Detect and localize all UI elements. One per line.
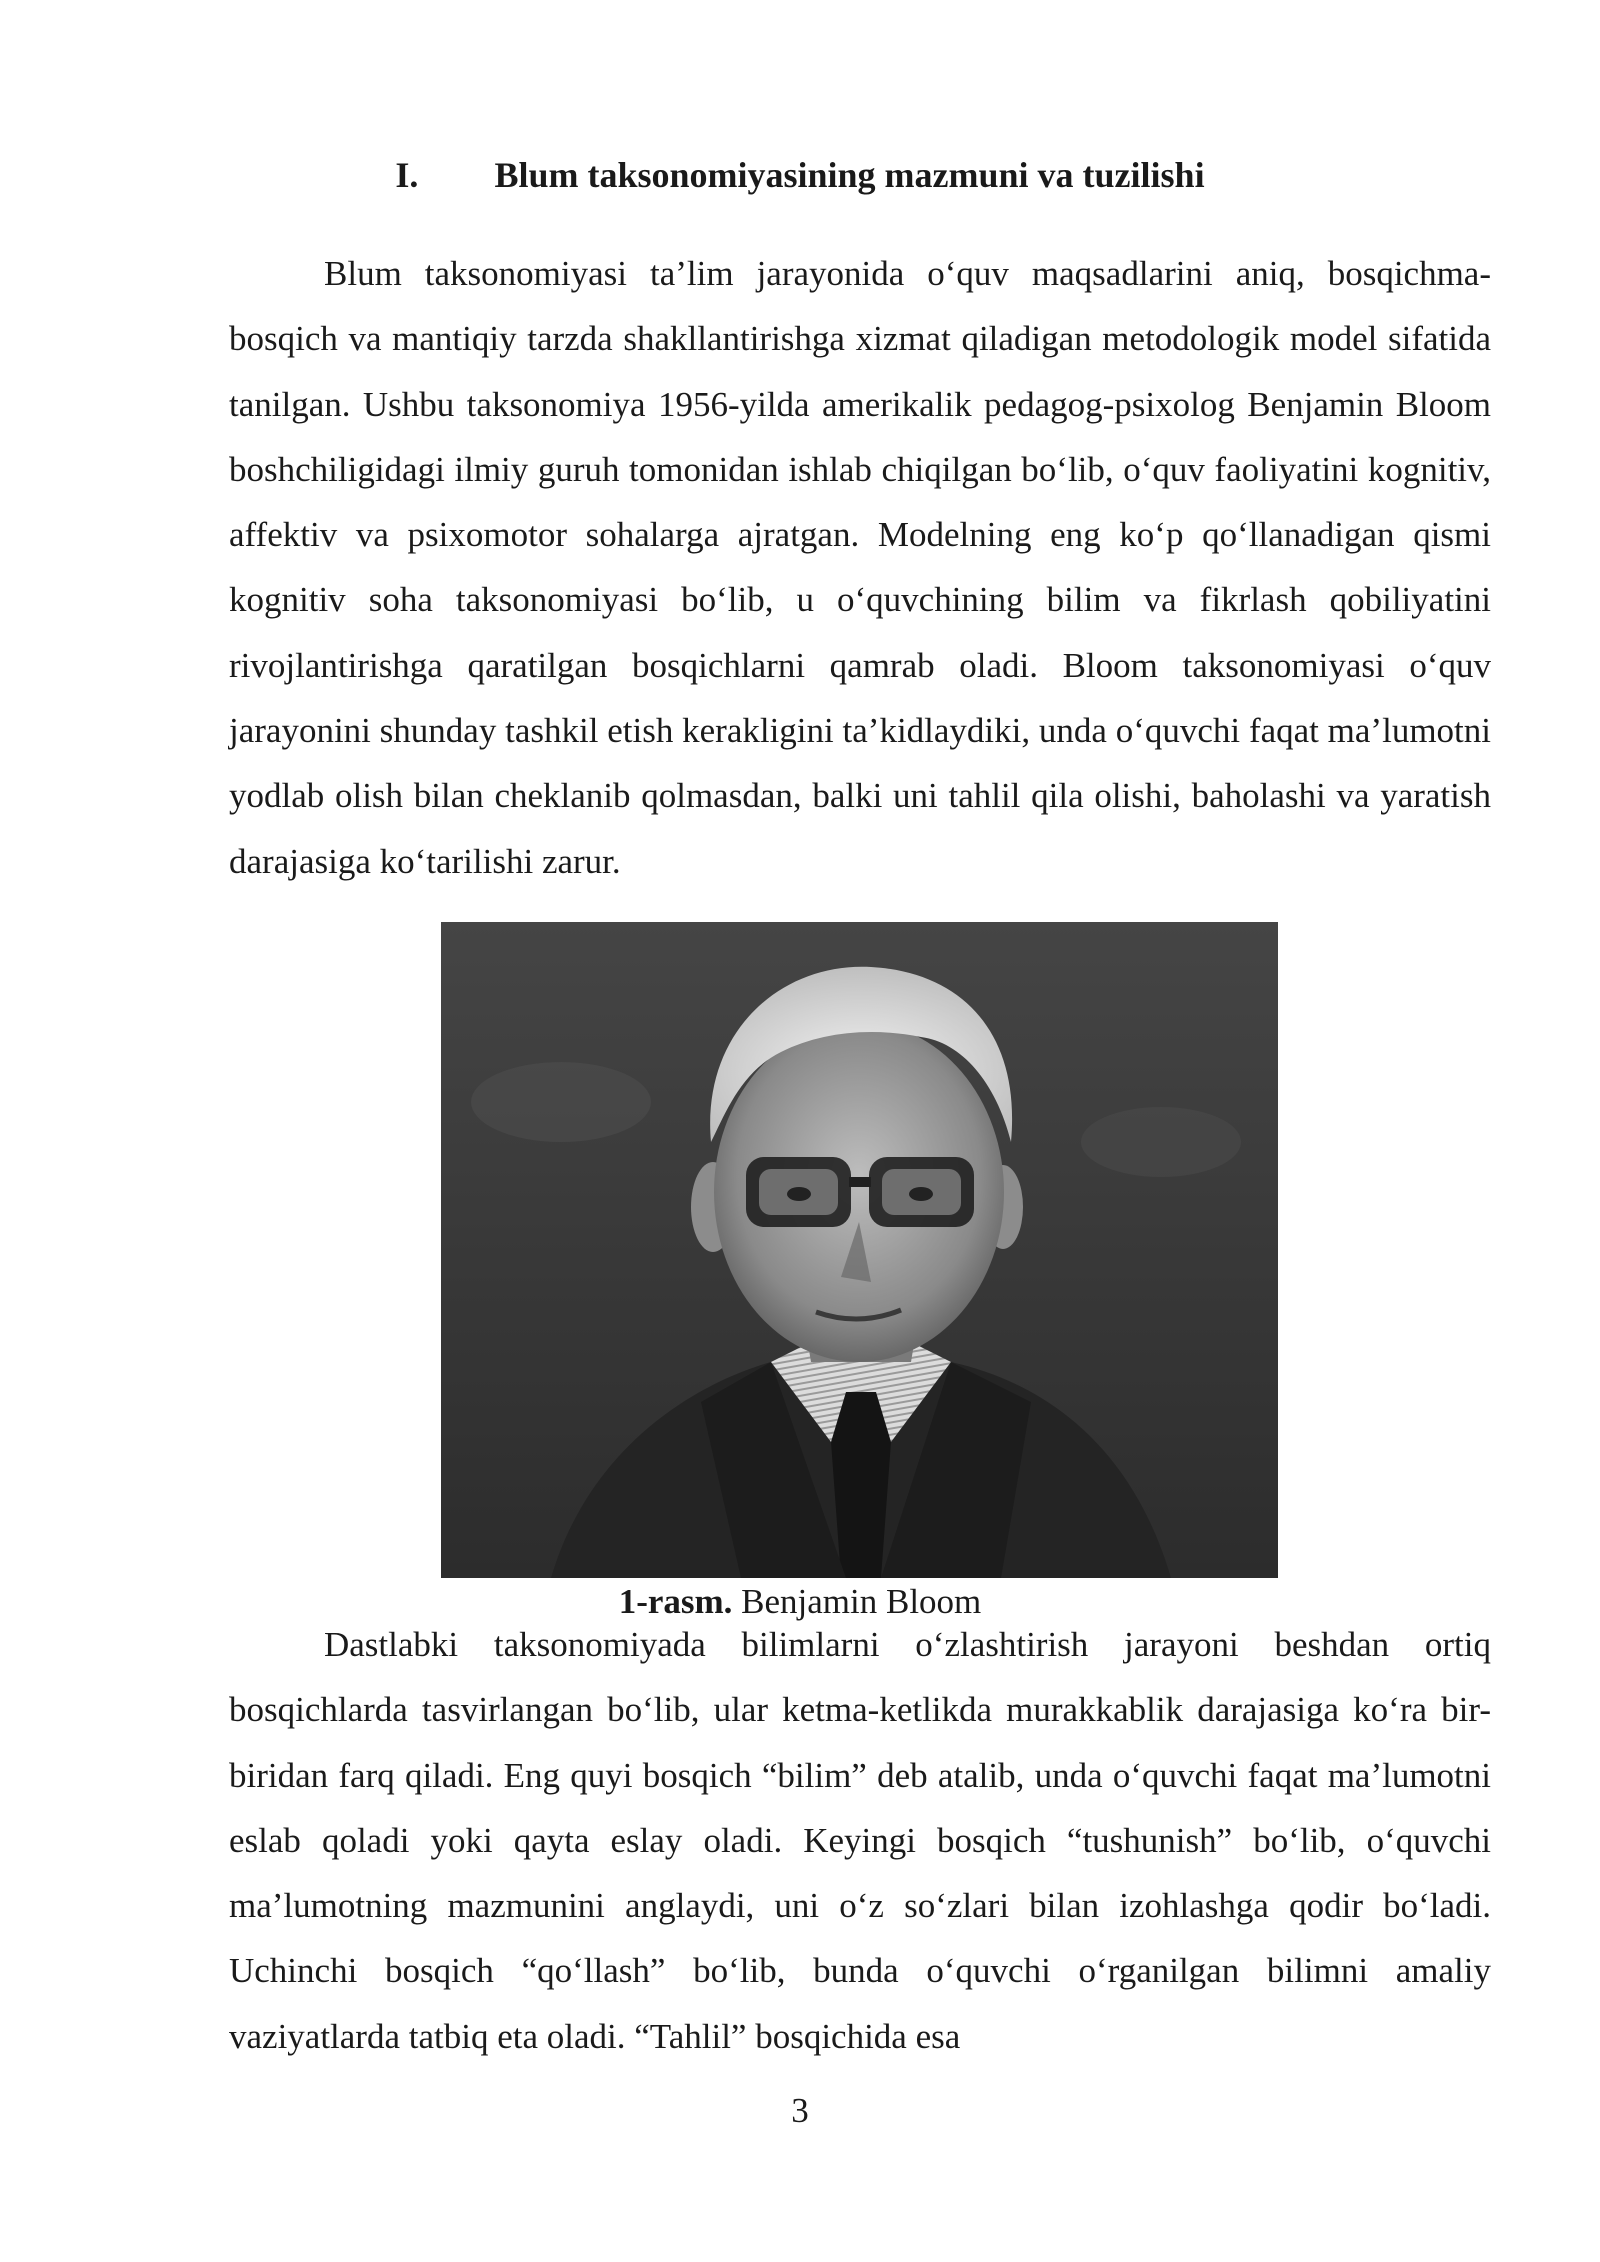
portrait-photo-graphic [441, 922, 1278, 1578]
section-title: Blum taksonomiyasining mazmuni va tuzilishi [494, 155, 1205, 195]
paragraph-intro: Blum taksonomiyasi ta’lim jarayonida o‘quv maqsadlarini aniq, bosqichma-bosqich va mantiqiy tarzda shakllantirishga xizmat qiladigan metodologik model sifatida tanilgan. Ushbu taksonomiya 1956-yilda amerikalik pedagog-psixolog Benjamin Bloom boshchiligidagi ilmiy guruh tomonidan ishlab chiqilgan bo‘lib, o‘quv faoliyatini kognitiv, affektiv va psixomotor sohalarga ajratgan. Modelning eng ko‘p qo‘llanadigan qismi kognitiv soha taksonomiyasi bo‘lib, u o‘quvchining bilim va fikrlash qobiliyatini rivojlantirishga qaratilgan bosqichlarni qamrab oladi. Bloom taksonomiyasi o‘quv jarayonini shunday tashkil etish kerakligini ta’kidlaydiki, unda o‘quvchi faqat ma’lumotni yodlab olish bilan cheklanib qolmasdan, balki uni tahlil qila olishi, baholashi va yaratish darajasiga ko‘tarilishi zarur. [229, 254, 1491, 881]
page-number: 3 [791, 2091, 809, 2130]
figure-label: 1-rasm. [618, 1582, 733, 1621]
portrait-photo [441, 922, 1278, 1578]
paragraph-stages: Dastlabki taksonomiyada bilimlarni o‘zlashtirish jarayoni beshdan ortiq bosqichlarda tasvirlangan bo‘lib, ular ketma-ketlikda murakkablik darajasiga ko‘ra bir-biridan farq qiladi. Eng quyi bosqich “bilim” deb atalib, unda o‘quvchi faqat ma’lumotni eslab qoladi yoki qayta eslay oladi. Keyingi bosqich “tushunish” bo‘lib, o‘quvchi ma’lumotning mazmunini anglaydi, uni o‘z so‘zlari bilan izohlashga qodir bo‘ladi. Uchinchi bosqich “qo‘llash” bo‘lib, bunda o‘quvchi o‘rganilgan bilimni amaliy vaziyatlarda tatbiq eta oladi. “Tahlil” bosqichida esa [229, 1625, 1491, 2056]
section-heading [0, 150, 1600, 200]
figure-caption-text: Benjamin Bloom [741, 1582, 982, 1621]
section-number: I. [395, 155, 419, 195]
